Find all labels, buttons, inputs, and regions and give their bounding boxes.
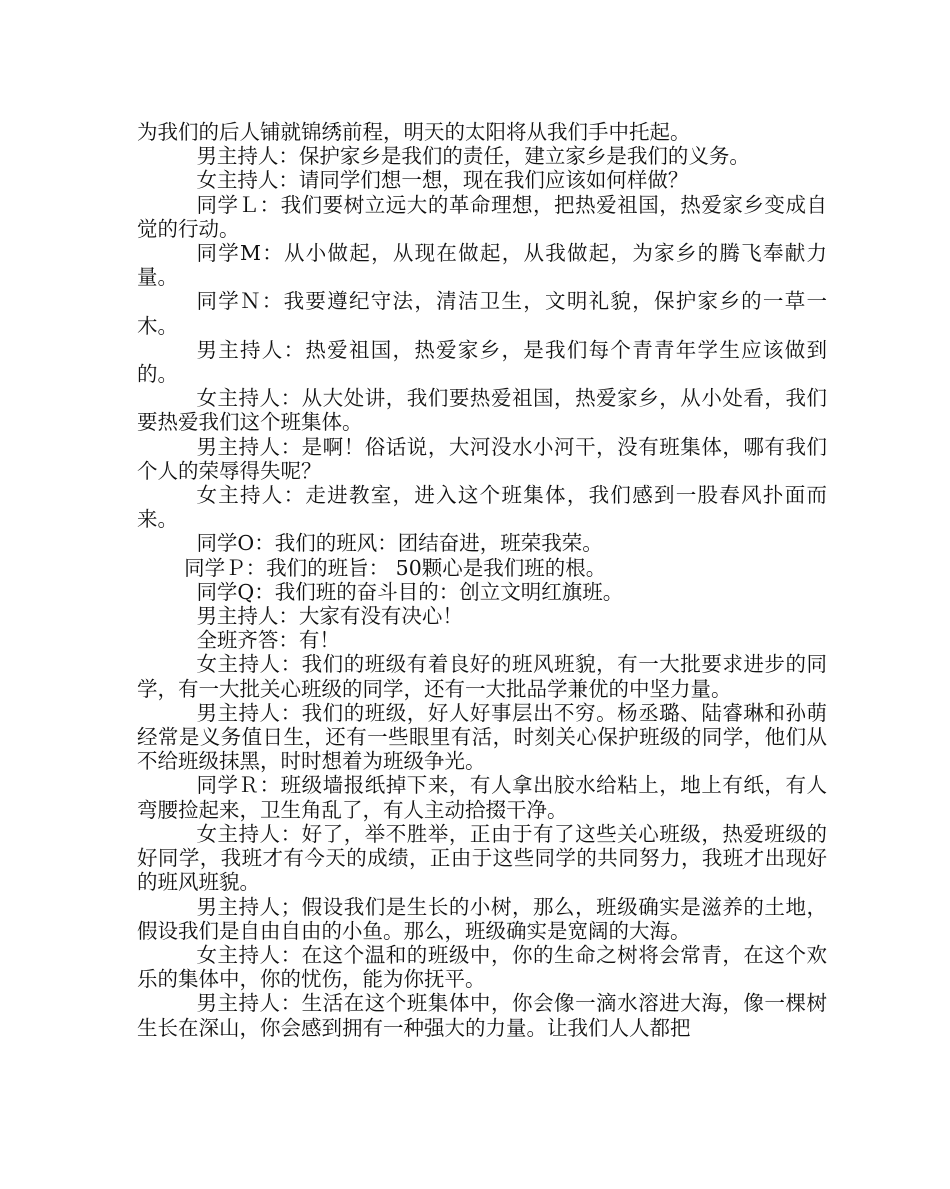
paragraph-student-r: 同学Ｒ：班级墙报纸掉下来，有人拿出胶水给粘上，地上有纸，有人弯腰捡起来，卫生角乱了，有人主动拾掇干净。 <box>137 773 827 822</box>
paragraph-student-p: 同学Ｐ：我们的班旨： 50颗心是我们班的根。 <box>184 555 607 580</box>
paragraph-whole-class: 全班齐答：有！ <box>196 628 340 653</box>
paragraph-student-o: 同学O：我们的班风：团结奋进，班荣我荣。 <box>196 531 603 556</box>
paragraph-male-host: 男主持人：我们的班级，好人好事层出不穷。杨丞璐、陆睿琳和孙萌经常是义务值日生，还有一些眼里有活，时刻关心保护班级的同学，他们从不给班级抹黑，时时想着为班级争光。 <box>137 700 827 774</box>
paragraph-female-host: 女主持人：我们的班级有着良好的班风班貌，有一大批要求进步的同学，有一大批关心班级的同学，还有一大批品学兼优的中坚力量。 <box>137 652 827 701</box>
paragraph-male-host: 男主持人：保护家乡是我们的责任，建立家乡是我们的义务。 <box>196 144 750 169</box>
paragraph-male-host: 男主持人：是啊！俗话说，大河没水小河干，没有班集体，哪有我们个人的荣辱得失呢？ <box>137 434 827 483</box>
paragraph-female-host: 女主持人：请同学们想一想，现在我们应该如何样做？ <box>196 168 689 193</box>
paragraph-student-l: 同学Ｌ：我们要树立远大的革命理想，把热爱祖国，热爱家乡变成自觉的行动。 <box>137 192 827 241</box>
paragraph-student-m: 同学M：从小做起，从现在做起，从我做起，为家乡的腾飞奉献力量。 <box>137 241 827 290</box>
paragraph-male-host: 男主持人：大家有没有决心！ <box>196 604 463 629</box>
paragraph-female-host: 女主持人：好了，举不胜举，正由于有了这些关心班级，热爱班级的好同学，我班才有今天的成绩，正由于这些同学的共同努力，我班才出现好的班风班貌。 <box>137 821 827 895</box>
paragraph-female-host: 女主持人：在这个温和的班级中，你的生命之树将会常青，在这个欢乐的集体中，你的忧伤，能为你抚平。 <box>137 942 827 992</box>
paragraph-female-host: 女主持人：走进教室，进入这个班集体，我们感到一股春风扑面而来。 <box>137 483 827 532</box>
paragraph-male-host: 男主持人；假设我们是生长的小树，那么，班级确实是滋养的土地，假设我们是自由自由的小鱼。那么，班级确实是宽阔的大海。 <box>137 894 827 943</box>
paragraph-student-q: 同学Q：我们班的奋斗目的：创立文明红旗班。 <box>196 579 624 604</box>
paragraph-student-n: 同学Ｎ：我要遵纪守法，清洁卫生，文明礼貌，保护家乡的一草一木。 <box>137 289 827 338</box>
paragraph-male-host: 男主持人：生活在这个班集体中，你会像一滴水溶进大海，像一棵树生长在深山，你会感到拥有一种强大的力量。让我们人人都把 <box>137 991 827 1040</box>
paragraph-female-host: 女主持人：从大处讲，我们要热爱祖国，热爱家乡，从小处看，我们要热爱我们这个班集体。 <box>137 386 827 435</box>
paragraph-continuation: 为我们的后人铺就锦绣前程，明天的太阳将从我们手中托起。 <box>137 120 691 144</box>
paragraph-male-host: 男主持人：热爱祖国，热爱家乡，是我们每个青青年学生应该做到的。 <box>137 337 827 387</box>
document-body <box>137 120 827 1040</box>
